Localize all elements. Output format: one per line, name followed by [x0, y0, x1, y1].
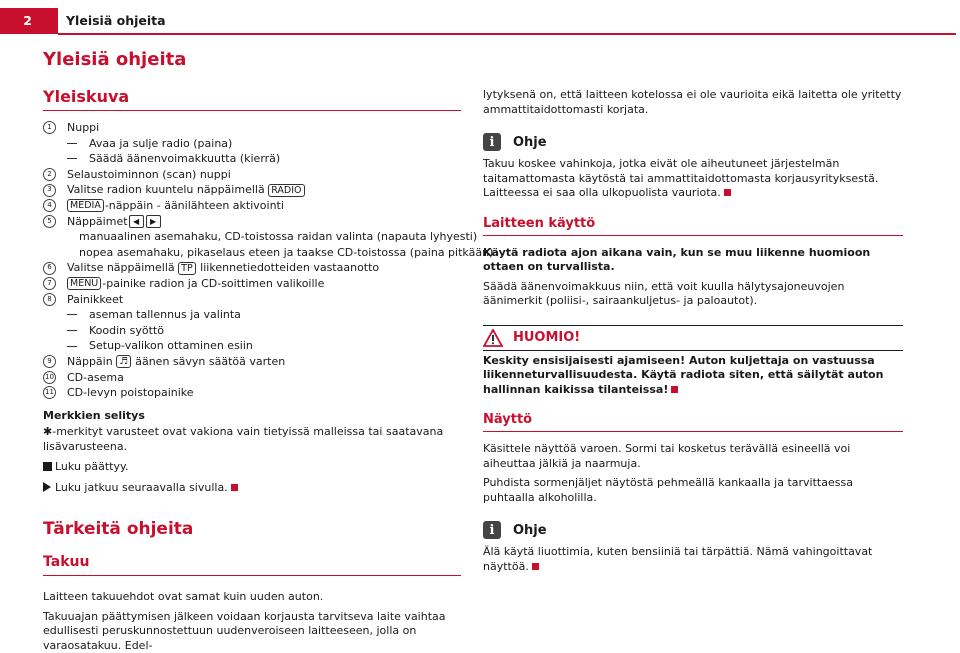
legend-next-text: Luku jatkuu seuraavalla sivulla.: [55, 480, 228, 494]
warning-title: HUOMIO!: [513, 330, 581, 345]
continue-arrow-icon: [43, 482, 51, 492]
subitem-text: Säädä äänenvoimakkuutta (kierrä): [89, 152, 281, 166]
arrow-right-icon: ▶: [146, 215, 161, 228]
display-paragraph-1: Käsittele näyttöä varoen. Sormi tai kosketus terävällä esineellä voi aiheuttaa jälkiä ja naarmuja.: [483, 442, 851, 470]
item-number-badge: 9: [43, 355, 56, 368]
overview-item: [43, 385, 461, 401]
overview-item: [43, 182, 461, 198]
info-icon: i: [483, 133, 501, 151]
subitem-text: Setup-valikon ottaminen esiin: [89, 339, 253, 353]
right-column: [483, 88, 903, 574]
dash-bullet: [67, 143, 77, 144]
legend-heading: Merkkien selitys: [43, 408, 145, 422]
page-header: [0, 8, 956, 34]
key-label: ♬: [116, 355, 131, 368]
warranty-paragraph-2: Takuuajan päättymisen jälkeen voidaan korjausta tarvitseva laite vaihtaa edullisesti peruskunnostettuun uudenveroiseen laitteeseen, jolla on varaosatakuu. Edel-: [43, 609, 446, 652]
item-number-badge: 4: [43, 199, 56, 212]
dash-bullet: [67, 346, 77, 347]
item-text-tail: äänen sävyn säätöä varten: [131, 354, 286, 368]
left-column: [43, 48, 494, 653]
overview-subitem: [43, 323, 461, 339]
item-number-badge: 2: [43, 168, 56, 181]
item-text: Nuppi: [67, 121, 100, 134]
usage-text: Säädä äänenvoimakkuus niin, että voit kuulla hälytysajoneuvojen äänimerkit (poliisi-, sairaankuljetus- ja paloautot).: [483, 279, 845, 307]
overview-subitem: [43, 136, 461, 152]
display-heading: Näyttö: [483, 411, 903, 432]
note-header: [483, 131, 903, 153]
end-marker-icon: [231, 484, 238, 491]
end-marker-icon: [532, 563, 539, 570]
item-text: Selaustoiminnon (scan) nuppi: [67, 167, 231, 181]
warning-text-body: Keskity ensisijaisesti ajamiseen! Auton kuljettaja on vastuussa liikenneturvallisuudesta. Käytä radiota siten, että säilytät auton hallinnan kaikissa tilanteissa!: [483, 353, 884, 396]
item-text: CD-levyn poistopainike: [67, 386, 194, 400]
dash-bullet: [67, 330, 77, 331]
dash-bullet: [67, 314, 77, 315]
header-rule: [58, 33, 956, 35]
subitem-text: Koodin syöttö: [89, 323, 164, 337]
continued-text: lytyksenä on, että laitteen kotelossa ei ole vaurioita eikä laitetta ole yritetty ammattitaidottomasti korjata.: [483, 88, 902, 116]
item-number-badge: 1: [43, 121, 56, 134]
overview-item: [43, 198, 461, 214]
item-number-badge: 11: [43, 386, 56, 399]
warning-box: [483, 325, 903, 398]
legend-next: [43, 481, 461, 496]
overview-item: [43, 260, 461, 276]
note-text: [483, 157, 903, 201]
important-heading: Tärkeitä ohjeita: [43, 519, 194, 540]
item-number-badge: 6: [43, 262, 56, 275]
note-text-body: Älä käytä liuottimia, kuten bensiiniä tai tärpättiä. Nämä vahingoittavat näyttöä.: [483, 545, 873, 573]
subitem-text: manuaalinen asemahaku, CD-toistossa raidan valinta (napauta lyhyesti): [79, 230, 478, 244]
overview-item: [43, 214, 461, 230]
arrow-left-icon: ◀: [129, 215, 144, 228]
warranty-heading: Takuu: [43, 551, 461, 576]
usage-bold-text: Käytä radiota ajon aikana vain, kun se muu liikenne huomioon ottaen on turvallista.: [483, 245, 871, 273]
item-number-badge: 5: [43, 215, 56, 228]
item-number-badge: 8: [43, 293, 56, 306]
item-text: Näppäimet: [67, 214, 128, 228]
end-marker-icon: [724, 189, 731, 196]
page-number-box: [0, 8, 58, 34]
item-number-badge: 7: [43, 277, 56, 290]
note-title: Ohje: [513, 522, 547, 538]
overview-subitem: [43, 307, 461, 323]
item-text: Näppäin: [67, 354, 117, 368]
key-label: MEDIA: [67, 199, 104, 212]
note-title: Ohje: [513, 134, 547, 150]
legend-end: [43, 460, 461, 475]
item-text: Valitse näppäimellä: [67, 261, 179, 275]
display-paragraph-2: Puhdista sormenjäljet näytöstä pehmeällä kankaalla ja tarvittaessa puhtaalla alkoholilla.: [483, 476, 853, 504]
overview-subitem: [43, 245, 494, 261]
note-header: [483, 519, 903, 541]
dash-bullet: [67, 158, 77, 159]
overview-subitem: [43, 229, 478, 245]
subitem-text: aseman tallennus ja valinta: [89, 308, 241, 322]
overview-subitem: [43, 338, 461, 354]
legend-end-text: Luku päättyy.: [55, 460, 129, 474]
overview-item: [43, 120, 461, 136]
item-text: -painike radion ja CD-soittimen valikoille: [102, 276, 325, 290]
running-header-title: Yleisiä ohjeita: [66, 13, 166, 28]
page-number: 2: [23, 13, 32, 28]
end-marker-icon: [671, 386, 678, 393]
key-label: RADIO: [268, 184, 304, 197]
overview-item: [43, 354, 461, 370]
note-text-body: Takuu koskee vahinkoja, jotka eivät ole aiheutuneet järjestelmän taitamattomasta käytöstä tai ammattitaidottomasta korjausyrityksestä. Laitteessa ei saa olla ulkopuolista vauriota.: [483, 157, 879, 199]
overview-item: [43, 292, 461, 308]
overview-item: [43, 276, 461, 292]
legend-star: [43, 425, 461, 454]
key-label: MENU: [67, 277, 101, 290]
usage-heading: Laitteen käyttö: [483, 215, 903, 236]
warning-icon: [483, 329, 503, 347]
subitem-text: Avaa ja sulje radio (paina): [89, 136, 233, 150]
note-text: [483, 545, 903, 574]
warning-header: [483, 326, 903, 351]
info-icon: i: [483, 521, 501, 539]
warning-text: [483, 351, 903, 398]
subitem-text: nopea asemahaku, pikaselaus eteen ja taakse CD-toistossa (paina pitkään): [79, 245, 494, 259]
item-text: Valitse radion kuuntelu näppäimellä: [67, 183, 269, 197]
item-text: CD-asema: [67, 370, 124, 384]
star-icon: ✱: [43, 425, 53, 439]
legend-star-text: -merkityt varusteet ovat vakiona vain tietyissä malleissa tai saatavana lisävarusteena.: [43, 425, 444, 453]
page-title: Yleisiä ohjeita: [43, 49, 187, 70]
end-square-icon: [43, 462, 52, 471]
overview-item: [43, 370, 461, 386]
overview-heading: Yleiskuva: [43, 86, 461, 111]
overview-subitem: [43, 151, 461, 167]
warranty-paragraph-1: Laitteen takuuehdot ovat samat kuin uuden auton.: [43, 590, 324, 604]
overview-list: [43, 120, 494, 401]
overview-item: [43, 167, 461, 183]
item-number-badge: 3: [43, 184, 56, 197]
item-text-tail: liikennetiedotteiden vastaanotto: [196, 261, 380, 275]
item-text: -näppäin - äänilähteen aktivointi: [104, 198, 284, 212]
item-text: Painikkeet: [67, 292, 124, 306]
key-label: TP: [178, 262, 196, 275]
item-number-badge: 10: [43, 371, 56, 384]
